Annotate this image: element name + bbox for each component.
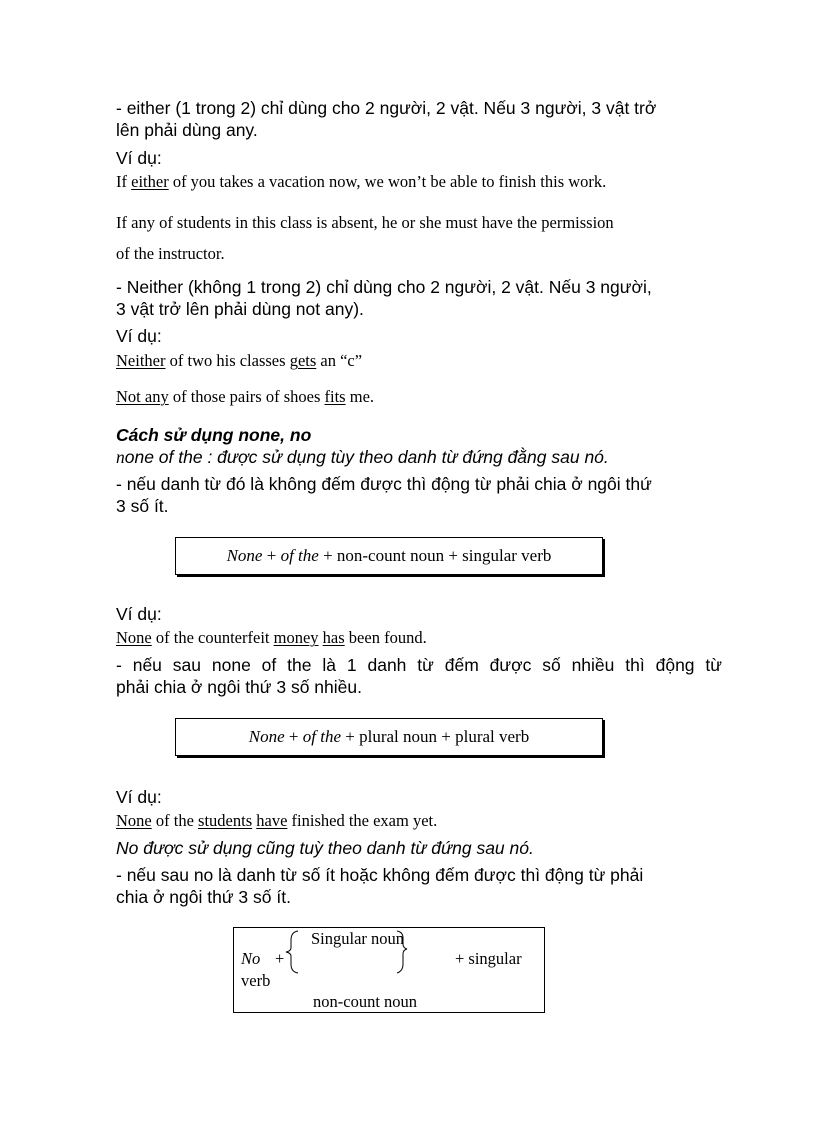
left-brace-icon	[285, 930, 301, 974]
formula-singular-noun: Singular noun	[311, 929, 405, 948]
none-example-1: None of the counterfeit money has been found.	[116, 628, 427, 647]
none-example-2: None of the students have finished the exam yet.	[116, 811, 438, 830]
example-label: Ví dụ:	[116, 604, 162, 624]
either-example-2: If any of students in this class is absent, he or she must have the permission of the instructor.	[116, 213, 614, 263]
example-label: Ví dụ:	[116, 148, 162, 168]
none-rule-1: - nếu danh từ đó là không đếm được thì động từ phải chia ở ngôi thứ 3 số ít.	[116, 474, 652, 516]
none-rule-2-line-1: - nếu sau none of the là 1 danh từ đếm được số nhiều thì động từ	[116, 655, 722, 675]
neither-rule: - Neither (không 1 trong 2) chỉ dùng cho 2 người, 2 vật. Nếu 3 người, 3 vật trở lên phải dùng not any).	[116, 277, 652, 319]
either-rule: - either (1 trong 2) chỉ dùng cho 2 người, 2 vật. Nếu 3 người, 3 vật trở lên phải dùng any.	[116, 98, 657, 140]
example-label: Ví dụ:	[116, 326, 162, 346]
neither-example-2: Not any of those pairs of shoes fits me.	[116, 387, 375, 406]
none-rule-2-line-2: phải chia ở ngôi thứ 3 số nhiều.	[116, 677, 362, 697]
formula-box-no	[233, 927, 545, 1013]
neither-example-1: Neither of two his classes gets an “c”	[116, 351, 363, 370]
no-rule: - nếu sau no là danh từ số ít hoặc không đếm được thì động từ phải chia ở ngôi thứ 3 số ít.	[116, 865, 644, 907]
none-intro: none of the : được sử dụng tùy theo danh từ đứng đằng sau nó.	[116, 447, 609, 467]
no-intro: No được sử dụng cũng tuỳ theo danh từ đứng sau nó.	[116, 838, 534, 858]
section-heading: Cách sử dụng none, no	[116, 425, 312, 445]
formula-singular: + singular	[455, 949, 522, 968]
formula-noncount-noun: non-count noun	[313, 992, 418, 1011]
example-label: Ví dụ:	[116, 787, 162, 807]
formula-box-noncount: None + of the + non-count noun + singular verb	[175, 537, 603, 575]
formula-box-plural: None + of the + plural noun + plural verb	[175, 718, 603, 756]
either-example-1: If either of you takes a vacation now, we won’t be able to finish this work.	[116, 172, 607, 191]
formula-no: No	[241, 949, 261, 968]
formula-plus: +	[275, 949, 285, 968]
formula-verb: verb	[241, 971, 271, 990]
right-brace-icon	[395, 930, 409, 974]
